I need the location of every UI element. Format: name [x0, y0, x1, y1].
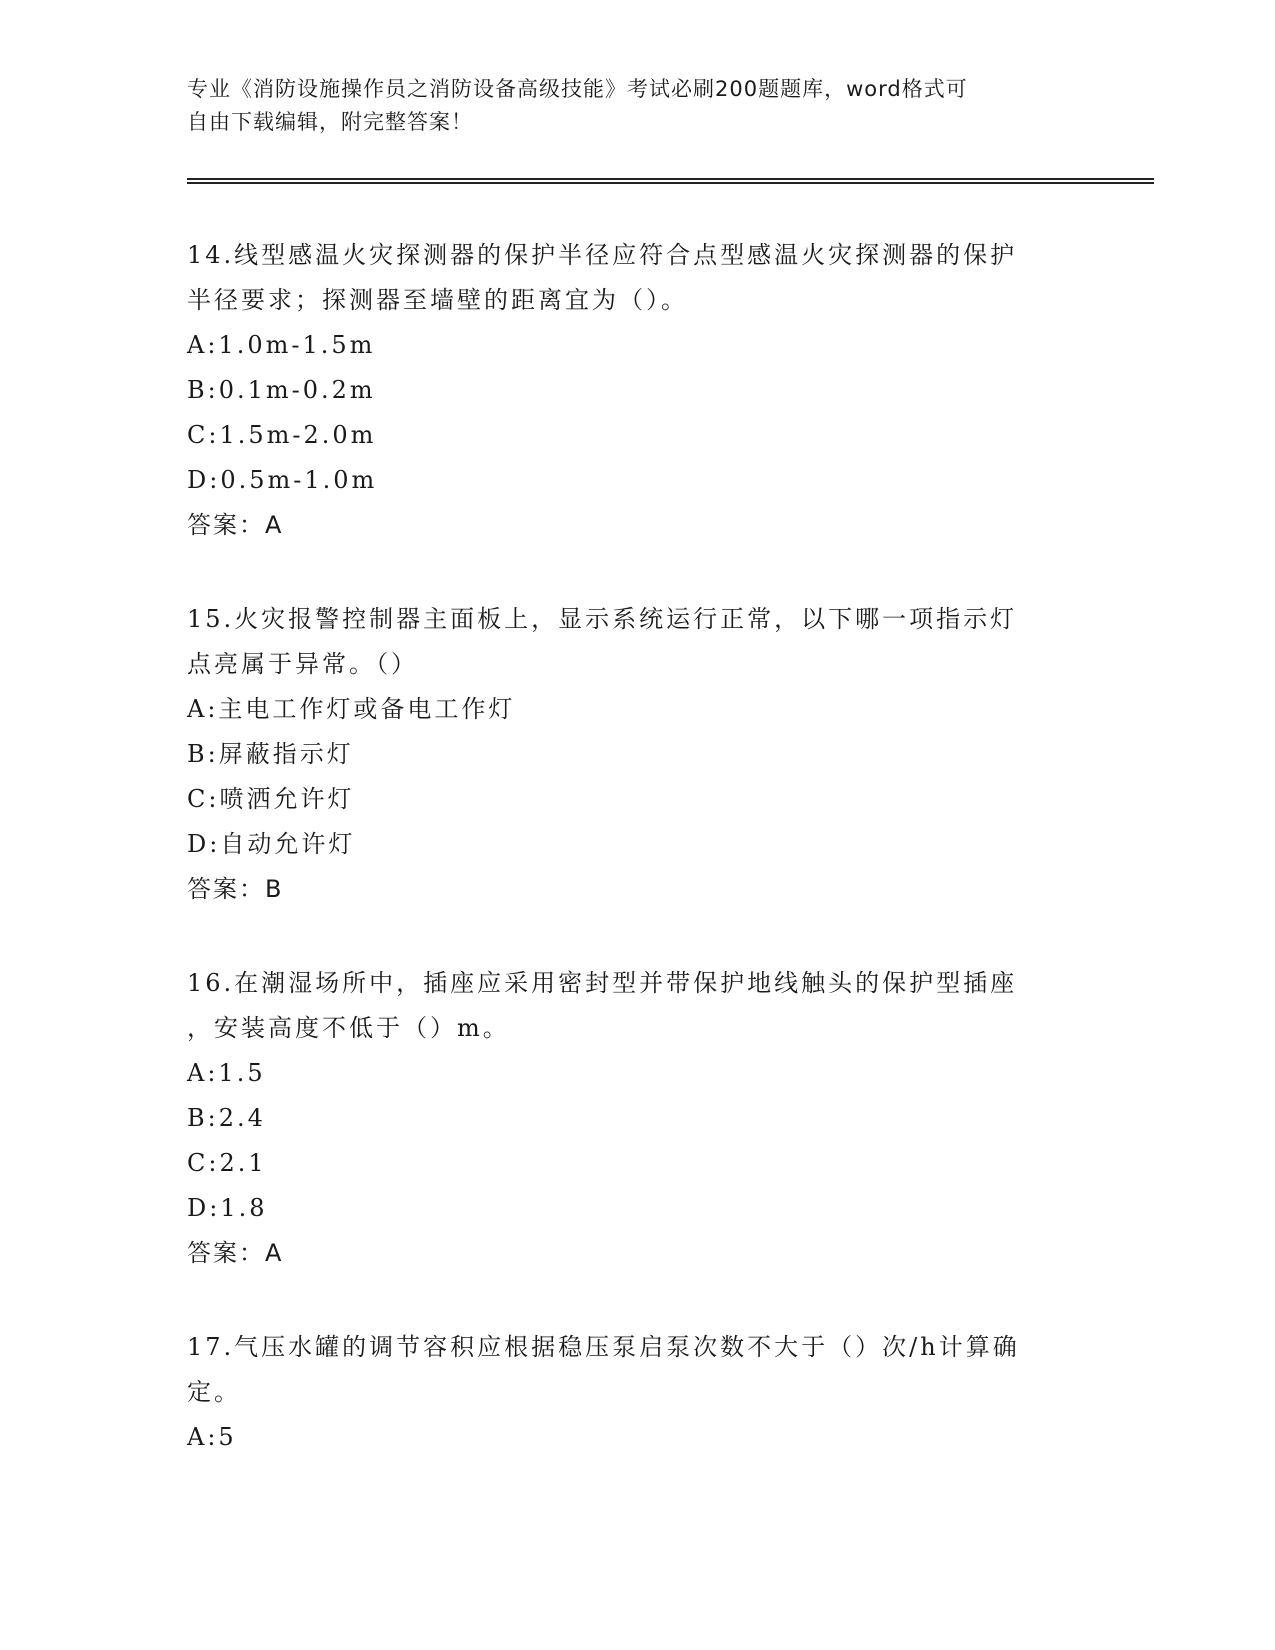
question-stem-line-2: 点亮属于异常。（）	[187, 650, 418, 678]
document-header	[187, 73, 1087, 139]
question-stem-line-1: 14.线型感温火灾探测器的保护半径应符合点型感温火灾探测器的保护	[187, 241, 1018, 269]
option-d: D:自动允许灯	[187, 830, 356, 858]
header-line-2: 自由下载编辑，附完整答案！	[187, 110, 473, 134]
option-c: C:喷洒允许灯	[187, 785, 355, 813]
header-divider	[187, 178, 1154, 184]
answer: 答案：B	[187, 875, 284, 903]
option-c: C:1.5m-2.0m	[187, 421, 377, 449]
question-stem-line-1: 17.气压水罐的调节容积应根据稳压泵启泵次数不大于（）次/h计算确	[187, 1333, 1020, 1361]
question-stem-line-2: 定。	[187, 1378, 241, 1406]
option-d: D:0.5m-1.0m	[187, 466, 378, 494]
question-17	[187, 1325, 1087, 1460]
option-a: A:1.5	[187, 1059, 266, 1087]
question-16	[187, 961, 1087, 1276]
question-stem-line-2: ，安装高度不低于（）m。	[187, 1014, 510, 1042]
question-stem-line-1: 16.在潮湿场所中，插座应采用密封型并带保护地线触头的保护型插座	[187, 969, 1018, 997]
option-a: A:5	[187, 1423, 237, 1451]
answer: 答案：A	[187, 1239, 284, 1267]
option-d: D:1.8	[187, 1194, 268, 1222]
option-a: A:1.0m-1.5m	[187, 331, 376, 359]
header-line-1: 专业《消防设施操作员之消防设备高级技能》考试必刷200题题库，word格式可	[187, 77, 968, 101]
option-c: C:2.1	[187, 1149, 267, 1177]
question-14	[187, 233, 1087, 548]
question-15	[187, 597, 1087, 912]
option-b: B:2.4	[187, 1104, 266, 1132]
answer: 答案：A	[187, 511, 284, 539]
option-b: B:屏蔽指示灯	[187, 740, 354, 768]
question-stem-line-2: 半径要求；探测器至墙壁的距离宜为（）。	[187, 286, 688, 314]
option-a: A:主电工作灯或备电工作灯	[187, 695, 516, 723]
option-b: B:0.1m-0.2m	[187, 376, 376, 404]
question-stem-line-1: 15.火灾报警控制器主面板上，显示系统运行正常，以下哪一项指示灯	[187, 605, 1018, 633]
